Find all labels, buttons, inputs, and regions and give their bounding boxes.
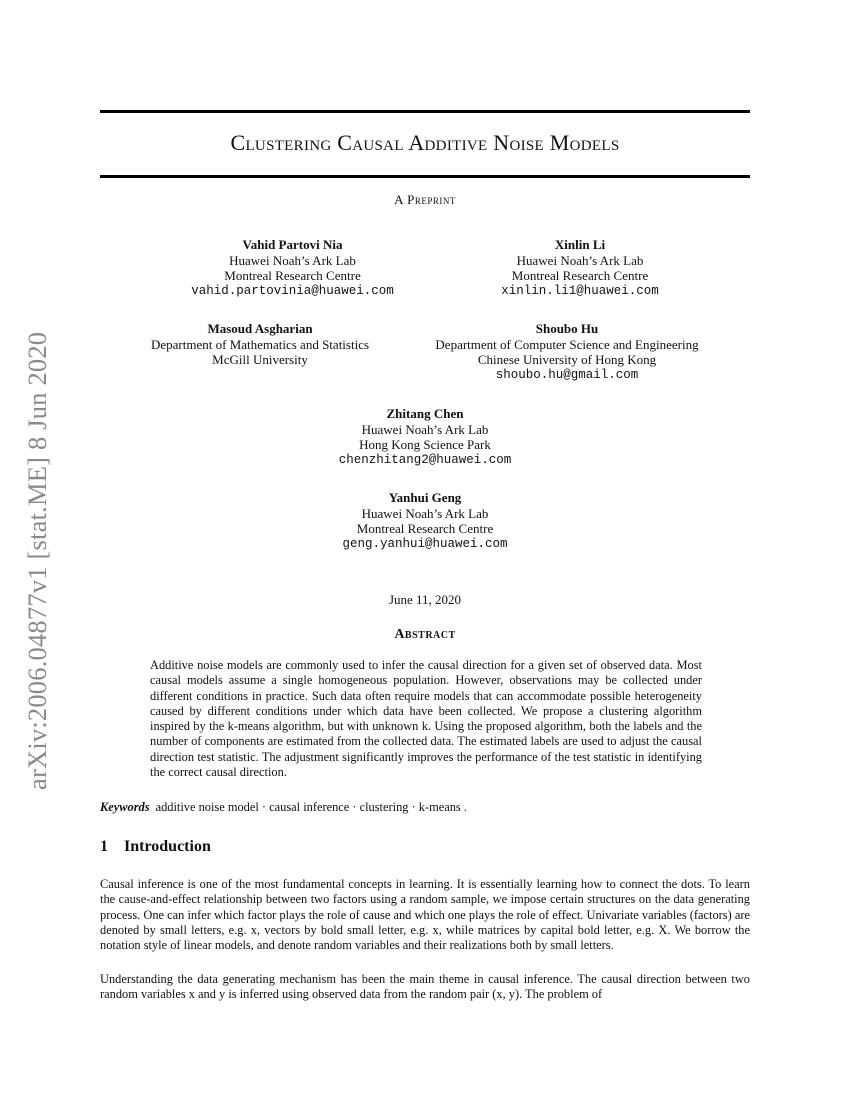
author-affiliation: Chinese University of Hong Kong [477,352,657,367]
author-email[interactable]: shoubo.hu@gmail.com [495,367,639,382]
author-email[interactable]: chenzhitang2@huawei.com [338,452,512,467]
publication-date: June 11, 2020 [388,592,462,607]
author-affiliation: McGill University [212,352,308,367]
author-email[interactable]: vahid.partovinia@huawei.com [191,283,394,298]
arxiv-identifier[interactable]: arXiv:2006.04877v1 [stat.ME] 8 Jun 2020 [22,331,52,790]
paper-title: Clustering Causal Additive Noise Models [230,130,620,155]
author-affiliation: Department of Computer Science and Engineering [435,336,699,352]
author-block [130,321,390,368]
author-name: Xinlin Li [554,237,606,252]
author-affiliation: Hong Kong Science Park [359,437,491,452]
author-block [160,237,425,299]
author-affiliation: Department of Mathematics and Statistics [150,336,370,352]
keywords-text: additive noise model · causal inference · clustering · k-means . [155,800,467,814]
section-number: 1 [100,838,108,855]
author-name: Yanhui Geng [388,490,462,505]
author-name: Vahid Partovi Nia [242,237,343,252]
intro-paragraph-2: Understanding the data generating mechanism has been the main theme in causal inference. The causal direction between two random variables x and y is inferred using observed data from the random pair (x, y). The problem of [100,972,750,1002]
author-email[interactable]: xinlin.li1@huawei.com [501,283,659,298]
author-affiliation: Huawei Noah’s Ark Lab [361,505,489,521]
author-name: Shoubo Hu [535,321,599,336]
author-name: Zhitang Chen [386,406,464,421]
author-affiliation: Huawei Noah’s Ark Lab [516,252,644,268]
author-block [300,490,550,552]
keywords-label: Keywords [100,800,150,814]
section-heading [100,838,211,856]
title-rule-top [100,110,750,113]
abstract-text: Additive noise models are commonly used to infer the causal direction for a given set of observed data. Most causal models assume a single homogeneous population. However, observations may be collected under different conditions in practice. Such data often require models that can accommodate possible heterogeneity caused by different conditions under which data have been collected. We propose a clustering algorithm inspired by the k-means algorithm, but with unknown k. Using the proposed algorithm, both the labels and the number of components are estimated from the collected data. The estimated labels are used to adjust the causal direction test statistic. The adjustment significantly improves the performance of the test statistic in identifying the correct causal direction. [150,658,702,780]
preprint-label: A Preprint [394,192,456,207]
author-affiliation: Montreal Research Centre [224,268,361,283]
author-block [418,321,716,383]
author-block [300,406,550,468]
author-name: Masoud Asgharian [207,321,313,336]
title-rule-bottom [100,175,750,178]
keywords-line [100,800,750,815]
author-affiliation: Montreal Research Centre [511,268,649,283]
section-title: Introduction [124,838,211,855]
author-affiliation: Huawei Noah’s Ark Lab [361,421,489,437]
intro-paragraph-1: Causal inference is one of the most fundamental concepts in learning. It is essentially learning how to connect the dots. To learn the cause-and-effect relationship between two factors using a random sample, we impose certain structures on the data generating process. One can infer which factor plays the role of cause and which one plays the role of effect. Univariate variables (factors) are denoted by small letters, e.g. x, vectors by bold small letter, e.g. x, while matrices by capital bold letter, e.g. X. We borrow the notation style of linear models, and denote random variables and their realizations both by small letters. [100,877,750,953]
abstract-heading: Abstract [394,627,456,642]
author-email[interactable]: geng.yanhui@huawei.com [342,536,508,551]
author-block [460,237,700,299]
author-affiliation: Huawei Noah’s Ark Lab [229,252,356,268]
author-affiliation: Montreal Research Centre [356,521,494,536]
